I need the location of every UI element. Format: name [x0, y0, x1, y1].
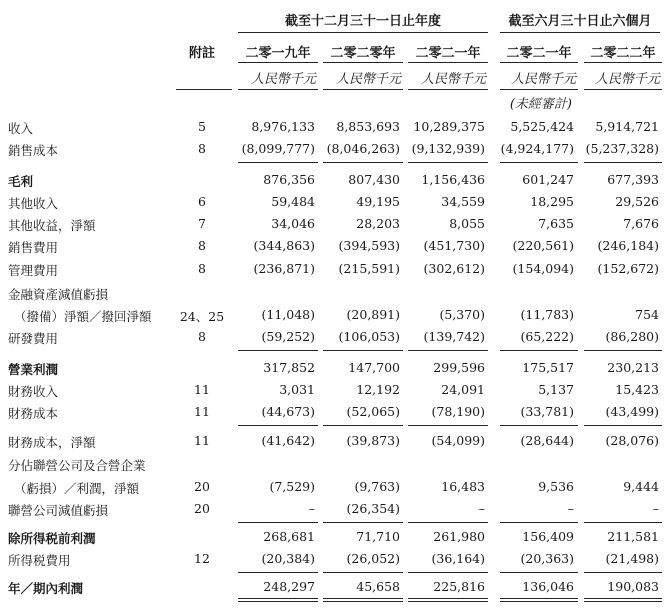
subtotal-rule [500, 162, 578, 163]
row-value-2021-h1: (33,781) [520, 404, 574, 419]
row-label: 所得税費用 [8, 553, 71, 568]
table-row-finance-costs-net [0, 431, 667, 451]
row-note: 20 [194, 501, 210, 516]
row-value-2021-h1: 5,525,424 [510, 119, 574, 134]
subtotal-rule [238, 572, 318, 573]
column-rule-2021 [408, 62, 488, 63]
subtotal-rule [584, 425, 662, 426]
row-value-2021: 8,055 [449, 216, 485, 231]
row-label: 毛利 [8, 174, 34, 189]
unit-label-2022-h1: 人民幣千元 [594, 72, 660, 87]
unit-label-2021: 人民幣千元 [420, 72, 486, 87]
row-value-2019: 248,297 [263, 579, 315, 594]
table-row-finance-costs [0, 402, 667, 422]
row-note: 12 [194, 551, 210, 566]
row-label: 聯營公司減值虧損 [8, 503, 109, 518]
row-value-2020: 71,710 [356, 529, 400, 544]
unit-label-2019: 人民幣千元 [250, 72, 316, 87]
row-value-2022-h1: (21,498) [605, 551, 659, 566]
table-row-finance-income [0, 380, 667, 400]
unit-label-2021-h1: 人民幣千元 [510, 72, 576, 87]
row-value-2021-h1: 5,137 [538, 382, 574, 397]
row-value-2021-h1: 175,517 [522, 360, 574, 375]
row-value-2021-h1: (65,222) [520, 329, 574, 344]
row-value-2022-h1: (5,237,328) [585, 141, 659, 156]
row-value-2019: (344,863) [253, 238, 315, 253]
row-value-2020: (26,354) [346, 501, 400, 516]
row-value-2020: 8,853,693 [336, 119, 400, 134]
row-value-2022-h1: (86,280) [605, 329, 659, 344]
row-value-2021-h1: (154,094) [512, 261, 574, 276]
row-value-2020: (26,052) [346, 551, 400, 566]
row-label: 分佔聯營公司及合營企業 [8, 458, 146, 473]
row-label: （虧損）／利潤，淨額 [14, 481, 140, 496]
row-value-2021-h1: (28,644) [520, 433, 574, 448]
row-value-2019: 34,046 [271, 216, 315, 231]
subtotal-rule [584, 522, 662, 523]
row-value-2021: (5,370) [439, 307, 485, 322]
row-value-2021: (9,132,939) [411, 141, 485, 156]
row-value-2022-h1: (152,672) [597, 261, 659, 276]
table-row-rnd-expenses [0, 327, 667, 347]
row-value-2022-h1: 211,581 [607, 529, 659, 544]
table-row-income-tax [0, 549, 667, 569]
subtotal-rule [323, 350, 403, 351]
column-rule-2019 [238, 62, 318, 63]
table-row-impairment-net [0, 305, 667, 325]
row-value-2021: – [478, 501, 485, 516]
row-value-2019: (20,384) [261, 551, 315, 566]
row-label: 除所得税前利潤 [8, 531, 96, 546]
row-value-2019: (41,642) [261, 433, 315, 448]
row-value-2022-h1: – [652, 501, 659, 516]
row-value-2019: 3,031 [279, 382, 315, 397]
header-year-group: 截至十二月三十一日止年度 [284, 14, 441, 29]
total-double-rule [238, 601, 318, 602]
row-note: 6 [198, 194, 206, 209]
total-double-rule [408, 601, 488, 602]
row-value-2021-h1: 601,247 [522, 172, 574, 187]
column-header-2021: 二零二一年 [415, 46, 481, 61]
header-six-month-group: 截至六月三十日止六個月 [508, 14, 652, 29]
subtotal-rule [408, 350, 488, 351]
subtotal-rule [238, 162, 318, 163]
total-double-rule [238, 598, 318, 599]
total-double-rule [323, 598, 403, 599]
row-label: 財務成本 [8, 406, 59, 421]
row-note: 11 [194, 404, 210, 419]
total-double-rule [408, 598, 488, 599]
unit-rule-2022-h1 [584, 89, 662, 90]
subtotal-rule [500, 572, 578, 573]
row-value-2022-h1: 677,393 [607, 172, 659, 187]
table-row-other-income [0, 192, 667, 212]
row-note: 11 [194, 382, 210, 397]
row-value-2021: (36,164) [431, 551, 485, 566]
subtotal-rule [323, 522, 403, 523]
row-value-2021-h1: 18,295 [530, 194, 574, 209]
row-value-2021: (54,099) [431, 433, 485, 448]
row-note: 8 [198, 141, 206, 156]
subtotal-rule [238, 425, 318, 426]
row-note: 8 [198, 329, 206, 344]
subtotal-rule [500, 350, 578, 351]
table-row-selling-expenses [0, 236, 667, 256]
table-row-share-of-associates-net [0, 477, 667, 497]
subtotal-rule [238, 350, 318, 351]
row-note: 8 [198, 238, 206, 253]
row-value-2021: 1,156,436 [421, 172, 485, 187]
table-row-gross-profit [0, 170, 667, 190]
unit-rule-2021-h1 [500, 89, 578, 90]
table-row-other-gains-net [0, 214, 667, 234]
row-value-2022-h1: 230,213 [607, 360, 659, 375]
row-value-2021-h1: (220,561) [512, 238, 574, 253]
row-value-2021: 299,596 [433, 360, 485, 375]
row-value-2021: 16,483 [441, 479, 485, 494]
row-label: 財務成本，淨額 [8, 435, 96, 450]
total-double-rule [500, 601, 578, 602]
subtotal-rule [408, 522, 488, 523]
total-double-rule [323, 601, 403, 602]
table-row-cost-of-sales [0, 139, 667, 159]
unit-rule-2019 [238, 89, 318, 90]
row-value-2022-h1: (43,499) [605, 404, 659, 419]
row-value-2021-h1: 156,409 [522, 529, 574, 544]
row-value-2020: 147,700 [348, 360, 400, 375]
column-header-2021-h1: 二零二一年 [506, 46, 572, 61]
row-value-2022-h1: (28,076) [605, 433, 659, 448]
subtotal-rule [500, 522, 578, 523]
subtotal-rule [323, 162, 403, 163]
row-value-2020: 807,430 [348, 172, 400, 187]
row-label: 其他收入 [8, 196, 59, 211]
row-value-2019: 876,356 [263, 172, 315, 187]
header-six-month-rule [500, 32, 660, 33]
row-value-2020: (215,591) [338, 261, 400, 276]
row-value-2022-h1: 190,083 [607, 579, 659, 594]
row-value-2020: (9,763) [354, 479, 400, 494]
row-value-2021: 24,091 [441, 382, 485, 397]
row-value-2019: (11,048) [261, 307, 315, 322]
subtotal-rule [238, 522, 318, 523]
row-value-2021: (139,742) [423, 329, 485, 344]
row-value-2022-h1: 5,914,721 [595, 119, 659, 134]
row-label: 研發費用 [8, 331, 59, 346]
subtotal-rule [408, 572, 488, 573]
note-column-header: 附註 [188, 46, 215, 61]
table-row-operating-profit [0, 358, 667, 378]
row-label: 營業利潤 [8, 362, 59, 377]
row-note: 20 [194, 479, 210, 494]
row-label: 管理費用 [8, 263, 59, 278]
column-rule-2021-h1 [500, 62, 578, 63]
row-value-2019: 317,852 [263, 360, 315, 375]
row-value-2021-h1: (11,783) [520, 307, 574, 322]
subtotal-rule [500, 425, 578, 426]
table-row-revenue [0, 117, 667, 137]
row-label: 收入 [8, 121, 34, 136]
row-note: 11 [194, 433, 210, 448]
total-double-rule [500, 598, 578, 599]
row-value-2019: 59,484 [271, 194, 315, 209]
header-year-rule [238, 32, 488, 33]
row-value-2021-h1: – [567, 501, 574, 516]
table-row-admin-expenses [0, 259, 667, 279]
row-note: 7 [198, 216, 206, 231]
row-value-2019: (44,673) [261, 404, 315, 419]
unit-label-2020: 人民幣千元 [335, 72, 401, 87]
row-value-2020: (52,065) [346, 404, 400, 419]
unaudited-label: (未經審計) [509, 97, 572, 112]
row-value-2020: (20,891) [346, 307, 400, 322]
column-header-2022-h1: 二零二二年 [590, 46, 656, 61]
row-value-2021-h1: 7,635 [538, 216, 574, 231]
row-value-2022-h1: 9,444 [623, 479, 659, 494]
row-label: 金融資產減值虧損 [8, 287, 109, 302]
row-value-2022-h1: 29,526 [615, 194, 659, 209]
row-note: 8 [198, 261, 206, 276]
row-note: 24、25 [179, 309, 225, 324]
row-label: 年／期內利潤 [8, 581, 84, 596]
row-value-2021-h1: (20,363) [520, 551, 574, 566]
row-value-2019: (8,099,777) [241, 141, 315, 156]
column-rule-2022-h1 [584, 62, 662, 63]
table-row-share-of-associates-label [0, 454, 667, 474]
row-value-2020: 45,658 [356, 579, 400, 594]
subtotal-rule [323, 425, 403, 426]
row-value-2020: (106,053) [338, 329, 400, 344]
table-row-impairment-label [0, 283, 667, 303]
subtotal-rule [408, 425, 488, 426]
subtotal-rule [584, 350, 662, 351]
unit-rule-2020 [323, 89, 403, 90]
total-double-rule [584, 601, 662, 602]
row-note: 5 [198, 119, 206, 134]
row-value-2019: 8,976,133 [251, 119, 315, 134]
row-label: 其他收益，淨額 [8, 218, 96, 233]
subtotal-rule [584, 162, 662, 163]
row-value-2019: (236,871) [253, 261, 315, 276]
row-value-2021: (451,730) [423, 238, 485, 253]
unit-rule-2021 [408, 89, 488, 90]
row-value-2021: 225,816 [433, 579, 485, 594]
row-value-2020: 28,203 [356, 216, 400, 231]
table-row-profit-before-tax [0, 527, 667, 547]
row-value-2020: (8,046,263) [326, 141, 400, 156]
row-label: 銷售成本 [8, 143, 59, 158]
row-value-2019: – [308, 501, 315, 516]
column-header-2020: 二零二零年 [330, 46, 396, 61]
total-double-rule [584, 598, 662, 599]
row-label: 財務收入 [8, 384, 59, 399]
row-value-2020: (39,873) [346, 433, 400, 448]
subtotal-rule [584, 572, 662, 573]
unit-rule-note [176, 89, 232, 90]
row-value-2021-h1: (4,924,177) [500, 141, 574, 156]
row-value-2020: 49,195 [356, 194, 400, 209]
column-header-2019: 二零一九年 [245, 46, 311, 61]
row-value-2021: 10,289,375 [413, 119, 485, 134]
row-label: 銷售費用 [8, 240, 59, 255]
subtotal-rule [323, 572, 403, 573]
table-row-associate-impairment [0, 499, 667, 519]
row-value-2022-h1: 15,423 [615, 382, 659, 397]
row-value-2021-h1: 9,536 [538, 479, 574, 494]
table-row-profit-for-period [0, 577, 667, 597]
row-value-2021: 261,980 [433, 529, 485, 544]
row-value-2019: (7,529) [269, 479, 315, 494]
row-value-2021: (302,612) [423, 261, 485, 276]
row-value-2022-h1: (246,184) [597, 238, 659, 253]
row-value-2020: (394,593) [338, 238, 400, 253]
row-value-2022-h1: 754 [635, 307, 659, 322]
row-value-2019: (59,252) [261, 329, 315, 344]
row-label: （撥備）淨額／撥回淨額 [14, 309, 152, 324]
row-value-2021: 34,559 [441, 194, 485, 209]
row-value-2020: 12,192 [356, 382, 400, 397]
row-value-2021: (78,190) [431, 404, 485, 419]
subtotal-rule [408, 162, 488, 163]
row-value-2019: 268,681 [263, 529, 315, 544]
row-value-2022-h1: 7,676 [623, 216, 659, 231]
column-rule-2020 [323, 62, 403, 63]
row-value-2021-h1: 136,046 [522, 579, 574, 594]
